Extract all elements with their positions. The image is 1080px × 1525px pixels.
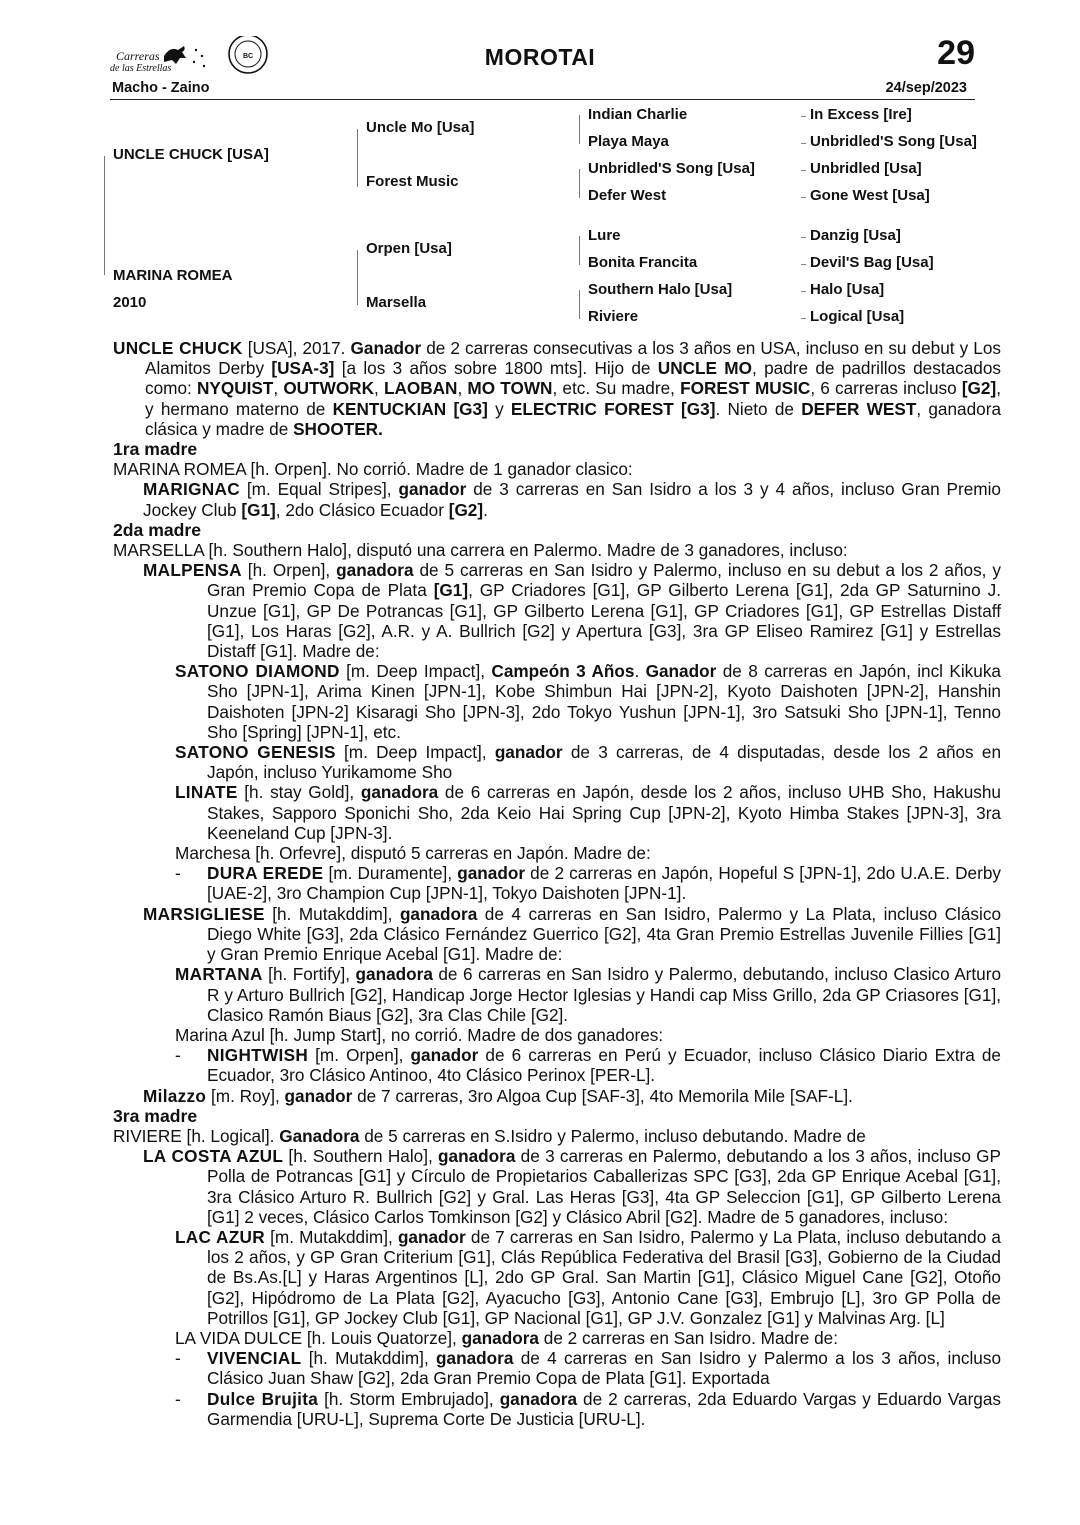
horse-name: MOROTAI (484, 44, 596, 70)
pedigree-dam-year: 2010 (113, 294, 147, 311)
text: de 2 carreras en San Isidro. Madre de: (538, 1327, 839, 1348)
horse-name-bold: Dulce Brujita (207, 1388, 319, 1409)
text: [h. Mutakddim], (264, 903, 400, 924)
pedigree-bracket (579, 169, 580, 198)
text: . (634, 661, 646, 682)
pedigree-sire-dam: Forest Music (366, 173, 459, 190)
pedigree-dash (801, 143, 806, 144)
text: ganadora (499, 1388, 578, 1409)
text: [h. stay Gold], (237, 782, 361, 803)
list-dash: - (175, 863, 181, 884)
pedigree-g4: Halo [Usa] (810, 281, 885, 298)
text: LA VIDA DULCE [h. Louis Quatorze], (175, 1327, 462, 1348)
text: Ganador (645, 661, 717, 682)
horse-name-bold: LA COSTA AZUL (143, 1146, 284, 1167)
text: [h. Orpen], (241, 560, 337, 581)
text: [G1] (433, 580, 469, 601)
text: [h. Storm Embrujado], (318, 1388, 500, 1409)
text: , ganadora clásica y madre de (145, 398, 1001, 439)
text: ELECTRIC FOREST [G3] (510, 398, 716, 419)
text: ganadora (336, 560, 414, 581)
produce-milazzo (113, 1086, 1001, 1106)
marina-azul-line: Marina Azul [h. Jump Start], no corrió. Madre de dos ganadores: (175, 1024, 664, 1045)
text: KENTUCKIAN [G3] (332, 398, 488, 419)
pedigree-bracket (357, 250, 358, 305)
text: UNCLE MO (657, 358, 752, 379)
text: Ganadora (279, 1125, 360, 1146)
pedigree-g3: Southern Halo [Usa] (588, 281, 733, 298)
pedigree-g3: Riviere (588, 308, 639, 325)
produce-vivencial (113, 1348, 1001, 1388)
sire-name: UNCLE CHUCK (113, 338, 243, 358)
text: [m. Equal Stripes], (239, 479, 399, 500)
text: de 3 carreras, de 4 disputadas, desde los 2 años en Japón, incluso Yurikamome Sho (207, 742, 1002, 783)
pedigree-g4: Devil'S Bag [Usa] (810, 254, 934, 271)
pedigree-dam-sire: Orpen [Usa] (366, 240, 452, 257)
text: , (457, 378, 468, 399)
text: [G2] (448, 499, 484, 520)
text: de 8 carreras en Japón, incl Kikuka Sho [JPN-1], Arima Kinen [JPN-1], Kobe Shimbun Hai [JPN-2], Kyoto Daishoten [JPN-2], Hanshin Daishoten [JPN-2] Kisaragi Sho [JPN-3], 2do Tokyo Yushun [JPN-1], 3ro Satsuki Sho [JPN-1], Tenno Sho [Spring] [JPN-1], etc. (207, 661, 1001, 742)
produce-dura-erede (113, 863, 1001, 903)
text: , GP Criadores [G1], GP Gilberto Lerena [G1], 2da GP Saturnino J. Unzue [G1], GP De Potrancas [G1], GP Gilberto Lerena [G1], GP Criadores [G1], GP Estrellas Distaff [G1], Los Haras [G2], A.R. y A. Bullrich [G2] y Apertura [G3], 3ra GP Eliseo Ramirez [G1] y Estrellas Distaff [G1]. Madre de: (207, 580, 1001, 662)
pedigree-g4: Danzig [Usa] (810, 227, 901, 244)
text-block (113, 863, 1001, 903)
pedigree-g3: Lure (588, 227, 621, 244)
text: [G2] (961, 378, 997, 399)
svg-text:BC: BC (242, 53, 254, 60)
text: , etc. Su madre, (552, 378, 681, 399)
text: NYQUIST (196, 378, 274, 399)
header-divider (110, 99, 975, 100)
pedigree-g4: Unbridled'S Song [Usa] (810, 133, 977, 150)
produce-satono-genesis (113, 742, 1001, 782)
pedigree-bracket (357, 129, 358, 187)
text: Campeón 3 Años (491, 661, 635, 682)
pedigree-bracket (579, 115, 580, 144)
text: , 2do Clásico Ecuador (275, 499, 449, 520)
text-block (113, 1045, 1001, 1085)
text: [m. Roy], (206, 1085, 285, 1106)
horse-name-bold: MALPENSA (143, 560, 242, 581)
list-dash: - (175, 1348, 181, 1369)
pedigree-dash (801, 197, 806, 198)
text: . (483, 499, 488, 520)
lot-number: 29 (937, 34, 975, 72)
horse-name-bold: Milazzo (143, 1085, 207, 1106)
second-dam-line: MARSELLA [h. Southern Halo], disputó una carrera en Palermo. Madre de 3 ganadores, incluso: (113, 540, 848, 561)
produce-marsigliese (113, 904, 1001, 965)
first-dam-line: MARINA ROMEA [h. Orpen]. No corrió. Madre de 1 ganador clasico: (113, 459, 633, 480)
horse-name-bold: NIGHTWISH (207, 1045, 309, 1066)
text: de 3 carreras en Palermo, debutando a los 3 años, incluso GP Polla de Potrancas [G1] y Círculo de Propietarios Caballerizas SPC [G3], 2da GP Enrique Acebal [G1], 3ra Clásico Arturo R. Bullrich [G2] y Gral. Las Heras [G3], 4ta GP Seleccion [G1], GP Gilberto Lerena [G1] 2 veces, Clásico Carlos Tomkinson [G2] y Clásico Abril [G2]. Madre de 5 ganadores, incluso: (207, 1146, 1002, 1227)
pedigree-bracket (104, 156, 105, 275)
text: , padre de padrillos destacados como: (145, 358, 1001, 399)
text: de 2 carreras en Japón, Hopeful S [JPN-1], 2do U.A.E. Derby [UAE-2], 3ro Champion Cup [JPN-1], Tokyo Daishoten [JPN-1]. (207, 863, 1001, 904)
text: de 3 carreras en San Isidro a los 3 y 4 años, incluso Gran Premio Jockey Club (143, 479, 1001, 520)
produce-nightwish (113, 1045, 1001, 1085)
text: LAOBAN (383, 378, 458, 399)
text: OUTWORK (283, 378, 375, 399)
pedigree-dash (801, 318, 806, 319)
pedigree-sire: UNCLE CHUCK [USA] (113, 146, 269, 163)
svg-text:Carreras: Carreras (116, 49, 160, 63)
pedigree-g4: Unbridled [Usa] (810, 160, 922, 177)
text: RIVIERE [h. Logical]. (113, 1125, 280, 1146)
pedigree-g4: In Excess [Ire] (810, 106, 912, 123)
section-second-dam: 2da madre (113, 519, 202, 540)
text: ganador (397, 1226, 466, 1247)
text: de 2 carreras consecutivas a los 3 años en USA, incluso en su debut y Los Alamitos Derby (145, 338, 1001, 379)
text: ganadora (399, 903, 478, 924)
pedigree-g4: Logical [Usa] (810, 308, 905, 325)
text: de 7 carreras, 3ro Algoa Cup [SAF-3], 4to Memorila Mile [SAF-L]. (352, 1085, 853, 1106)
pedigree-dash (801, 237, 806, 238)
sale-date: 24/sep/2023 (885, 80, 967, 96)
text: [m. Deep Impact], (339, 661, 492, 682)
produce-martana (113, 964, 1001, 1025)
text: , 6 carreras incluso (810, 378, 962, 399)
text-block (113, 1348, 1001, 1388)
text: [G1] (241, 499, 276, 520)
catalog-body (113, 338, 1001, 1429)
horse-name-bold: SATONO GENESIS (175, 742, 336, 763)
text: [USA], 2017. (242, 338, 351, 358)
third-dam-line (113, 1126, 1001, 1146)
text: ganador (398, 479, 467, 500)
text: ganadora (436, 1348, 514, 1369)
text: DEFER WEST (801, 398, 917, 419)
text: , (273, 378, 284, 399)
list-dash: - (175, 1045, 181, 1066)
text: ganador (284, 1085, 353, 1106)
text: Ganador (350, 338, 422, 358)
pedigree-dash (801, 264, 806, 265)
horse-name-bold: LAC AZUR (175, 1226, 265, 1247)
text: . Nieto de (715, 398, 802, 419)
text: ganadora (461, 1327, 539, 1348)
text: [USA-3] (271, 358, 335, 379)
horse-name-bold: DURA EREDE (207, 863, 324, 884)
text: [h. Southern Halo], (283, 1146, 439, 1167)
pedigree-dash (801, 116, 806, 117)
text: [a los 3 años sobre 1800 mts]. Hijo de (334, 358, 658, 379)
text: [h. Fortify], (262, 964, 356, 985)
marchesa-line: Marchesa [h. Orfevre], disputó 5 carreras en Japón. Madre de: (175, 843, 651, 864)
produce-la-costa-azul (113, 1146, 1001, 1227)
pedigree-g3: Defer West (588, 187, 667, 204)
produce-linate (113, 782, 1001, 843)
text: [m. Duramente], (323, 863, 458, 884)
text: [h. Mutakddim], (301, 1348, 437, 1369)
text: [m. Deep Impact], (335, 742, 495, 763)
pedigree-dam: MARINA ROMEA (113, 267, 233, 284)
text: SHOOTER. (293, 418, 383, 439)
section-third-dam: 3ra madre (113, 1105, 198, 1126)
text: FOREST MUSIC (680, 378, 811, 399)
horse-name-bold: MARSIGLIESE (143, 903, 265, 924)
produce-malpensa (113, 560, 1001, 661)
section-first-dam: 1ra madre (113, 439, 198, 460)
pedigree-g3: Bonita Francita (588, 254, 698, 271)
text: [m. Mutakddim], (264, 1226, 398, 1247)
text: , (374, 378, 384, 399)
la-vida-dulce-line (113, 1328, 1001, 1348)
text: [m. Orpen], (308, 1045, 411, 1066)
text: MO TOWN (467, 378, 553, 399)
text: de 4 carreras en San Isidro, Palermo y La Plata, incluso Clásico Diego White [G3], 2da Clásico Fernández Guerrico [G2], 4ta Gran Premio Estrellas Juvenile Fillies [G1] y Gran Premio Enrique Acebal [G1]. Madre de: (207, 903, 1001, 965)
pedigree-g3: Playa Maya (588, 133, 669, 150)
text: ganador (494, 742, 563, 763)
pedigree-g3: Unbridled'S Song [Usa] (588, 160, 755, 177)
svg-text:de las Estrellas: de las Estrellas (110, 63, 172, 74)
text: de 5 carreras en San Isidro y Palermo, incluso en su debut a los 2 años, y Gran Premio Copa de Plata (207, 560, 1001, 601)
text: ganador (457, 863, 526, 884)
pedigree-dash (801, 291, 806, 292)
text: ganadora (438, 1146, 516, 1167)
produce-dulce-brujita (113, 1389, 1001, 1429)
text: , y hermano materno de (145, 378, 1001, 419)
text: ganadora (360, 782, 439, 803)
sex-color: Macho - Zaino (112, 80, 210, 96)
horse-name-bold: VIVENCIAL (207, 1348, 302, 1369)
pedigree-sire-sire: Uncle Mo [Usa] (366, 119, 475, 136)
horse-name-bold: LINATE (175, 782, 238, 803)
horse-name-bold: MARIGNAC (143, 479, 240, 500)
text-block (113, 1389, 1001, 1429)
sire-paragraph (113, 338, 1001, 439)
text: de 5 carreras en S.Isidro y Palermo, incluso debutando. Madre de (359, 1125, 866, 1146)
produce-satono-diamond (113, 661, 1001, 742)
text: de 4 carreras en San Isidro y Palermo a los 3 años, incluso Clásico Juan Shaw [G2], 2da Gran Premio Copa de Plata [G1]. Exportada (207, 1348, 1002, 1389)
text: de 7 carreras en San Isidro, Palermo y La Plata, incluso debutando a los 2 años, y GP Gran Criterium [G1], Clás República Federativa del Brasil [G3], Gobierno de la Ciudad de Bs.As.[L] y Haras Argentinos [L], 2do GP Gral. San Martin [G1], Clásico Miguel Cane [G2], Otoño [G2], Hipódromo de La Plata [G2], Ayacucho [G3], Antonio Cane [G3], Embrujo [L], 3ro GP Polla de Potrillos [G1], GP Jockey Club [G1], GP Nacional [G1], GP J.V. Gonzalez [G1] y Malvinas Arg. [L] (207, 1226, 1001, 1328)
pedigree-dam-dam: Marsella (366, 294, 427, 311)
produce-lac-azur (113, 1227, 1001, 1328)
produce-marignac (113, 479, 1001, 519)
pedigree-bracket (579, 290, 580, 319)
text: de 6 carreras en San Isidro y Palermo, debutando, incluso Clasico Arturo R y Arturo Bullrich [G2], Handicap Jorge Hector Iglesias y Handi cap Miss Grillo, 2da GP Criasores [G1], Clasico Ramón Biaus [G2], 3ra Clas Chile [G2]. (207, 964, 1002, 1025)
text: ganadora (355, 964, 433, 985)
pedigree-g3: Indian Charlie (588, 106, 688, 123)
text: de 6 carreras en Japón, desde los 2 años, incluso UHB Sho, Hakushu Stakes, Sapporo Sponichi Sho, 2da Keio Hai Spring Cup [JPN-2], Kyoto Himba Stakes [JPN-3], 3ra Keeneland Cup [JPN-3]. (207, 782, 1001, 843)
text: ganador (410, 1045, 479, 1066)
text: de 2 carreras, 2da Eduardo Vargas y Eduardo Vargas Garmendia [URU-L], Suprema Corte De Justicia [URU-L]. (207, 1388, 1002, 1429)
horse-name-bold: SATONO DIAMOND (175, 661, 340, 682)
pedigree-bracket (579, 236, 580, 265)
text: de 6 carreras en Perú y Ecuador, incluso Clásico Diario Extra de Ecuador, 3ro Clásico Antinoo, 4to Clásico Perinox [PER-L]. (207, 1045, 1001, 1086)
pedigree-g4: Gone West [Usa] (810, 187, 930, 204)
text: y (487, 398, 511, 419)
horse-name-bold: MARTANA (175, 964, 263, 985)
list-dash: - (175, 1388, 181, 1409)
pedigree-dash (801, 170, 806, 171)
